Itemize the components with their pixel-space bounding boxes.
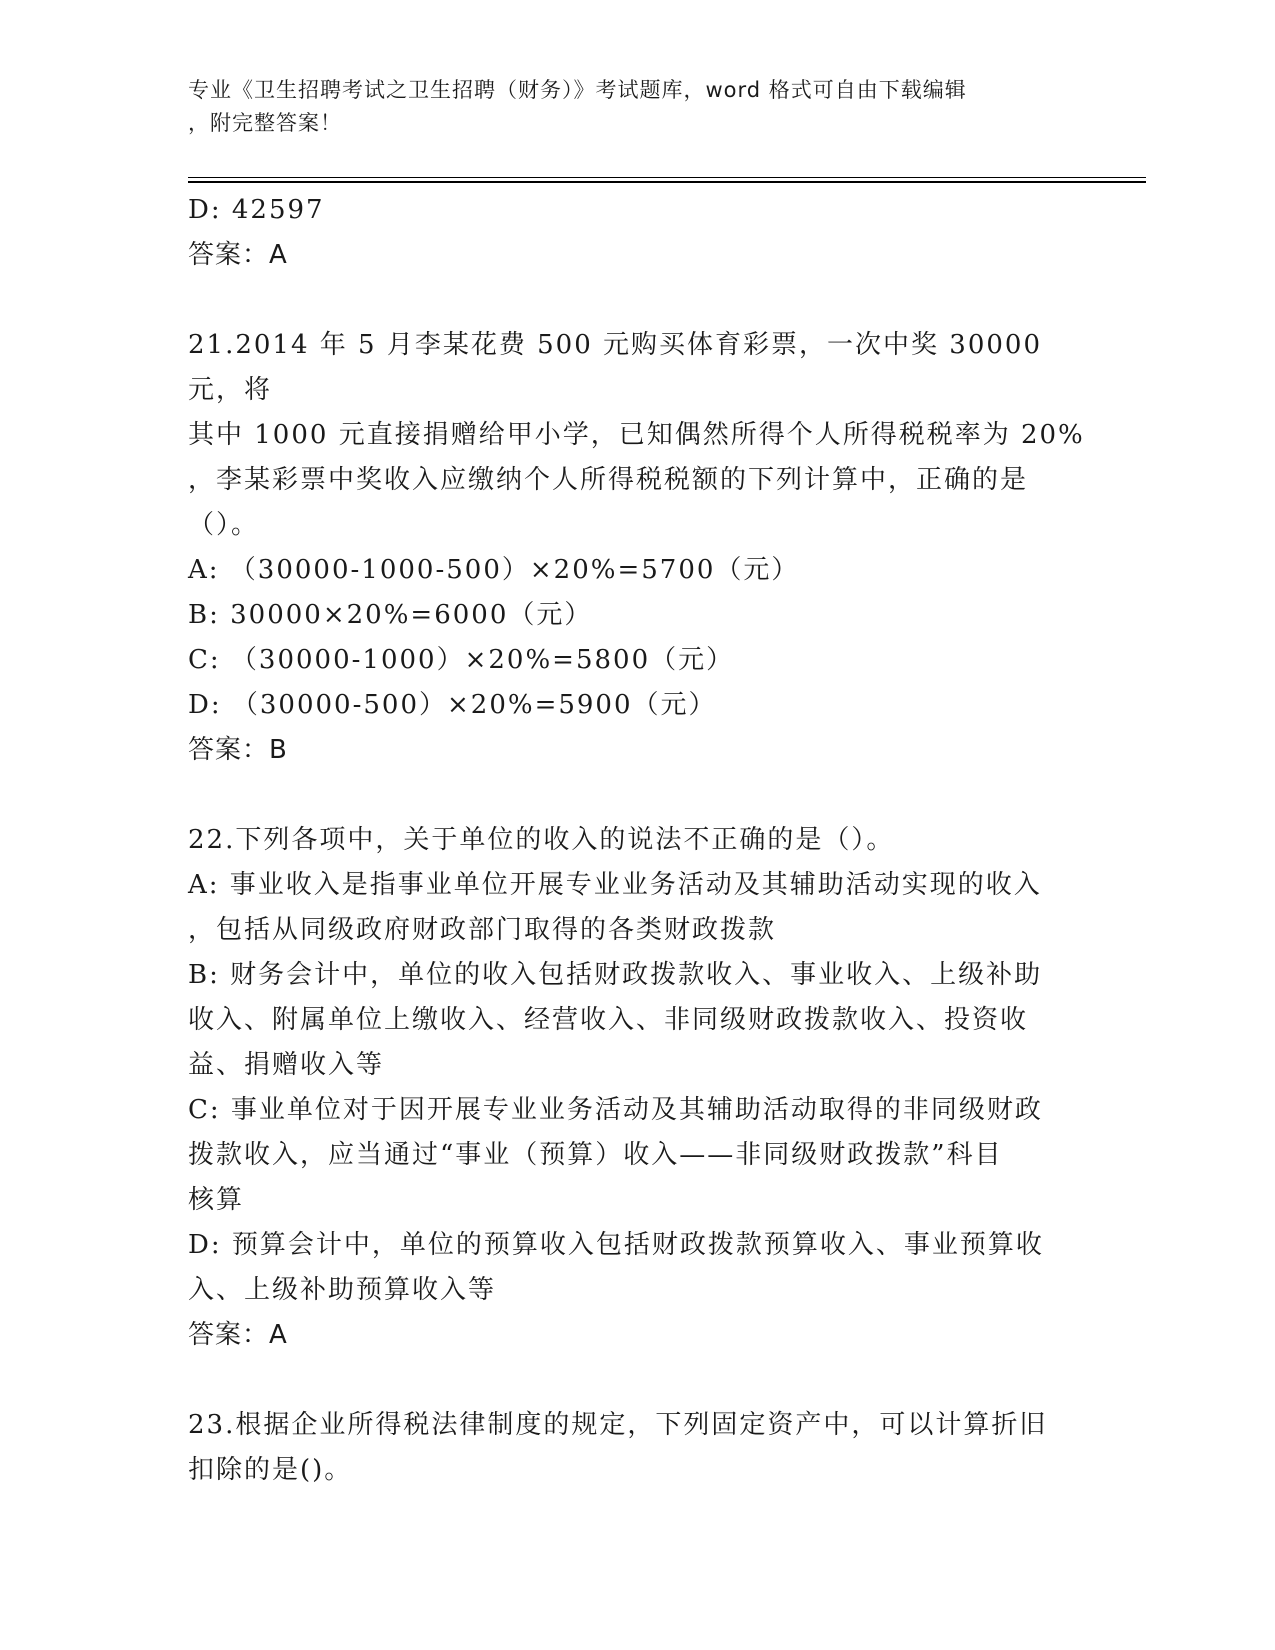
option-d: D: 42597 (188, 195, 325, 225)
header-divider-thin (188, 177, 1146, 178)
question-23 (188, 1403, 1088, 1493)
spacer (188, 773, 1088, 818)
spacer (188, 1358, 1088, 1403)
option-a: A: （30000-1000-500）×20%=5700（元） (188, 555, 800, 585)
question-22 (188, 818, 1088, 1358)
option-c-continued: 核算 (188, 1185, 245, 1215)
header-line-1: 专业《卫生招聘考试之卫生招聘（财务）》考试题库，word 格式可自由下载编辑 (188, 78, 967, 102)
page-header (188, 74, 1068, 140)
option-c: C: 事业单位对于因开展专业业务活动及其辅助活动取得的非同级财政 (188, 1095, 1043, 1125)
option-c: C: （30000-1000）×20%=5800（元） (188, 645, 735, 675)
previous-question-tail (188, 188, 1088, 278)
spacer (188, 278, 1088, 323)
header-line-2: ，附完整答案！ (188, 111, 342, 135)
answer-line: 答案：B (188, 735, 288, 765)
option-b: B: 财务会计中，单位的收入包括财政拨款收入、事业收入、上级补助 (188, 960, 1043, 990)
document-body (188, 188, 1088, 1493)
option-d: D: 预算会计中，单位的预算收入包括财政拨款预算收入、事业预算收 (188, 1230, 1044, 1260)
question-21 (188, 323, 1088, 773)
header-divider-thick (188, 181, 1146, 183)
option-c-continued: 拨款收入，应当通过“事业（预算）收入——非同级财政拨款”科目 (188, 1140, 1003, 1170)
option-a: A: 事业收入是指事业单位开展专业业务活动及其辅助活动实现的收入 (188, 870, 1042, 900)
question-stem-line: 扣除的是()。 (188, 1455, 353, 1485)
question-stem-line: ，李某彩票中奖收入应缴纳个人所得税税额的下列计算中，正确的是 (188, 465, 1029, 495)
question-stem-line: 21.2014 年 5 月李某花费 500 元购买体育彩票，一次中奖 30000 元，将 (188, 330, 1053, 405)
option-b-continued: 收入、附属单位上缴收入、经营收入、非同级财政拨款收入、投资收 (188, 1005, 1029, 1035)
option-b: B: 30000×20%=6000（元） (188, 600, 593, 630)
question-stem-line: 23.根据企业所得税法律制度的规定，下列固定资产中，可以计算折旧 (188, 1410, 1048, 1440)
option-d-continued: 入、上级补助预算收入等 (188, 1275, 497, 1305)
option-b-continued: 益、捐赠收入等 (188, 1050, 385, 1080)
answer-line: 答案：A (188, 240, 288, 270)
question-stem-line: 其中 1000 元直接捐赠给甲小学，已知偶然所得个人所得税税率为 20% (188, 420, 1085, 450)
option-d: D: （30000-500）×20%=5900（元） (188, 690, 717, 720)
option-a-continued: ，包括从同级政府财政部门取得的各类财政拨款 (188, 915, 777, 945)
question-stem-line: （）。 (188, 510, 260, 540)
question-stem-line: 22.下列各项中，关于单位的收入的说法不正确的是（）。 (188, 825, 895, 855)
answer-line: 答案：A (188, 1320, 288, 1350)
